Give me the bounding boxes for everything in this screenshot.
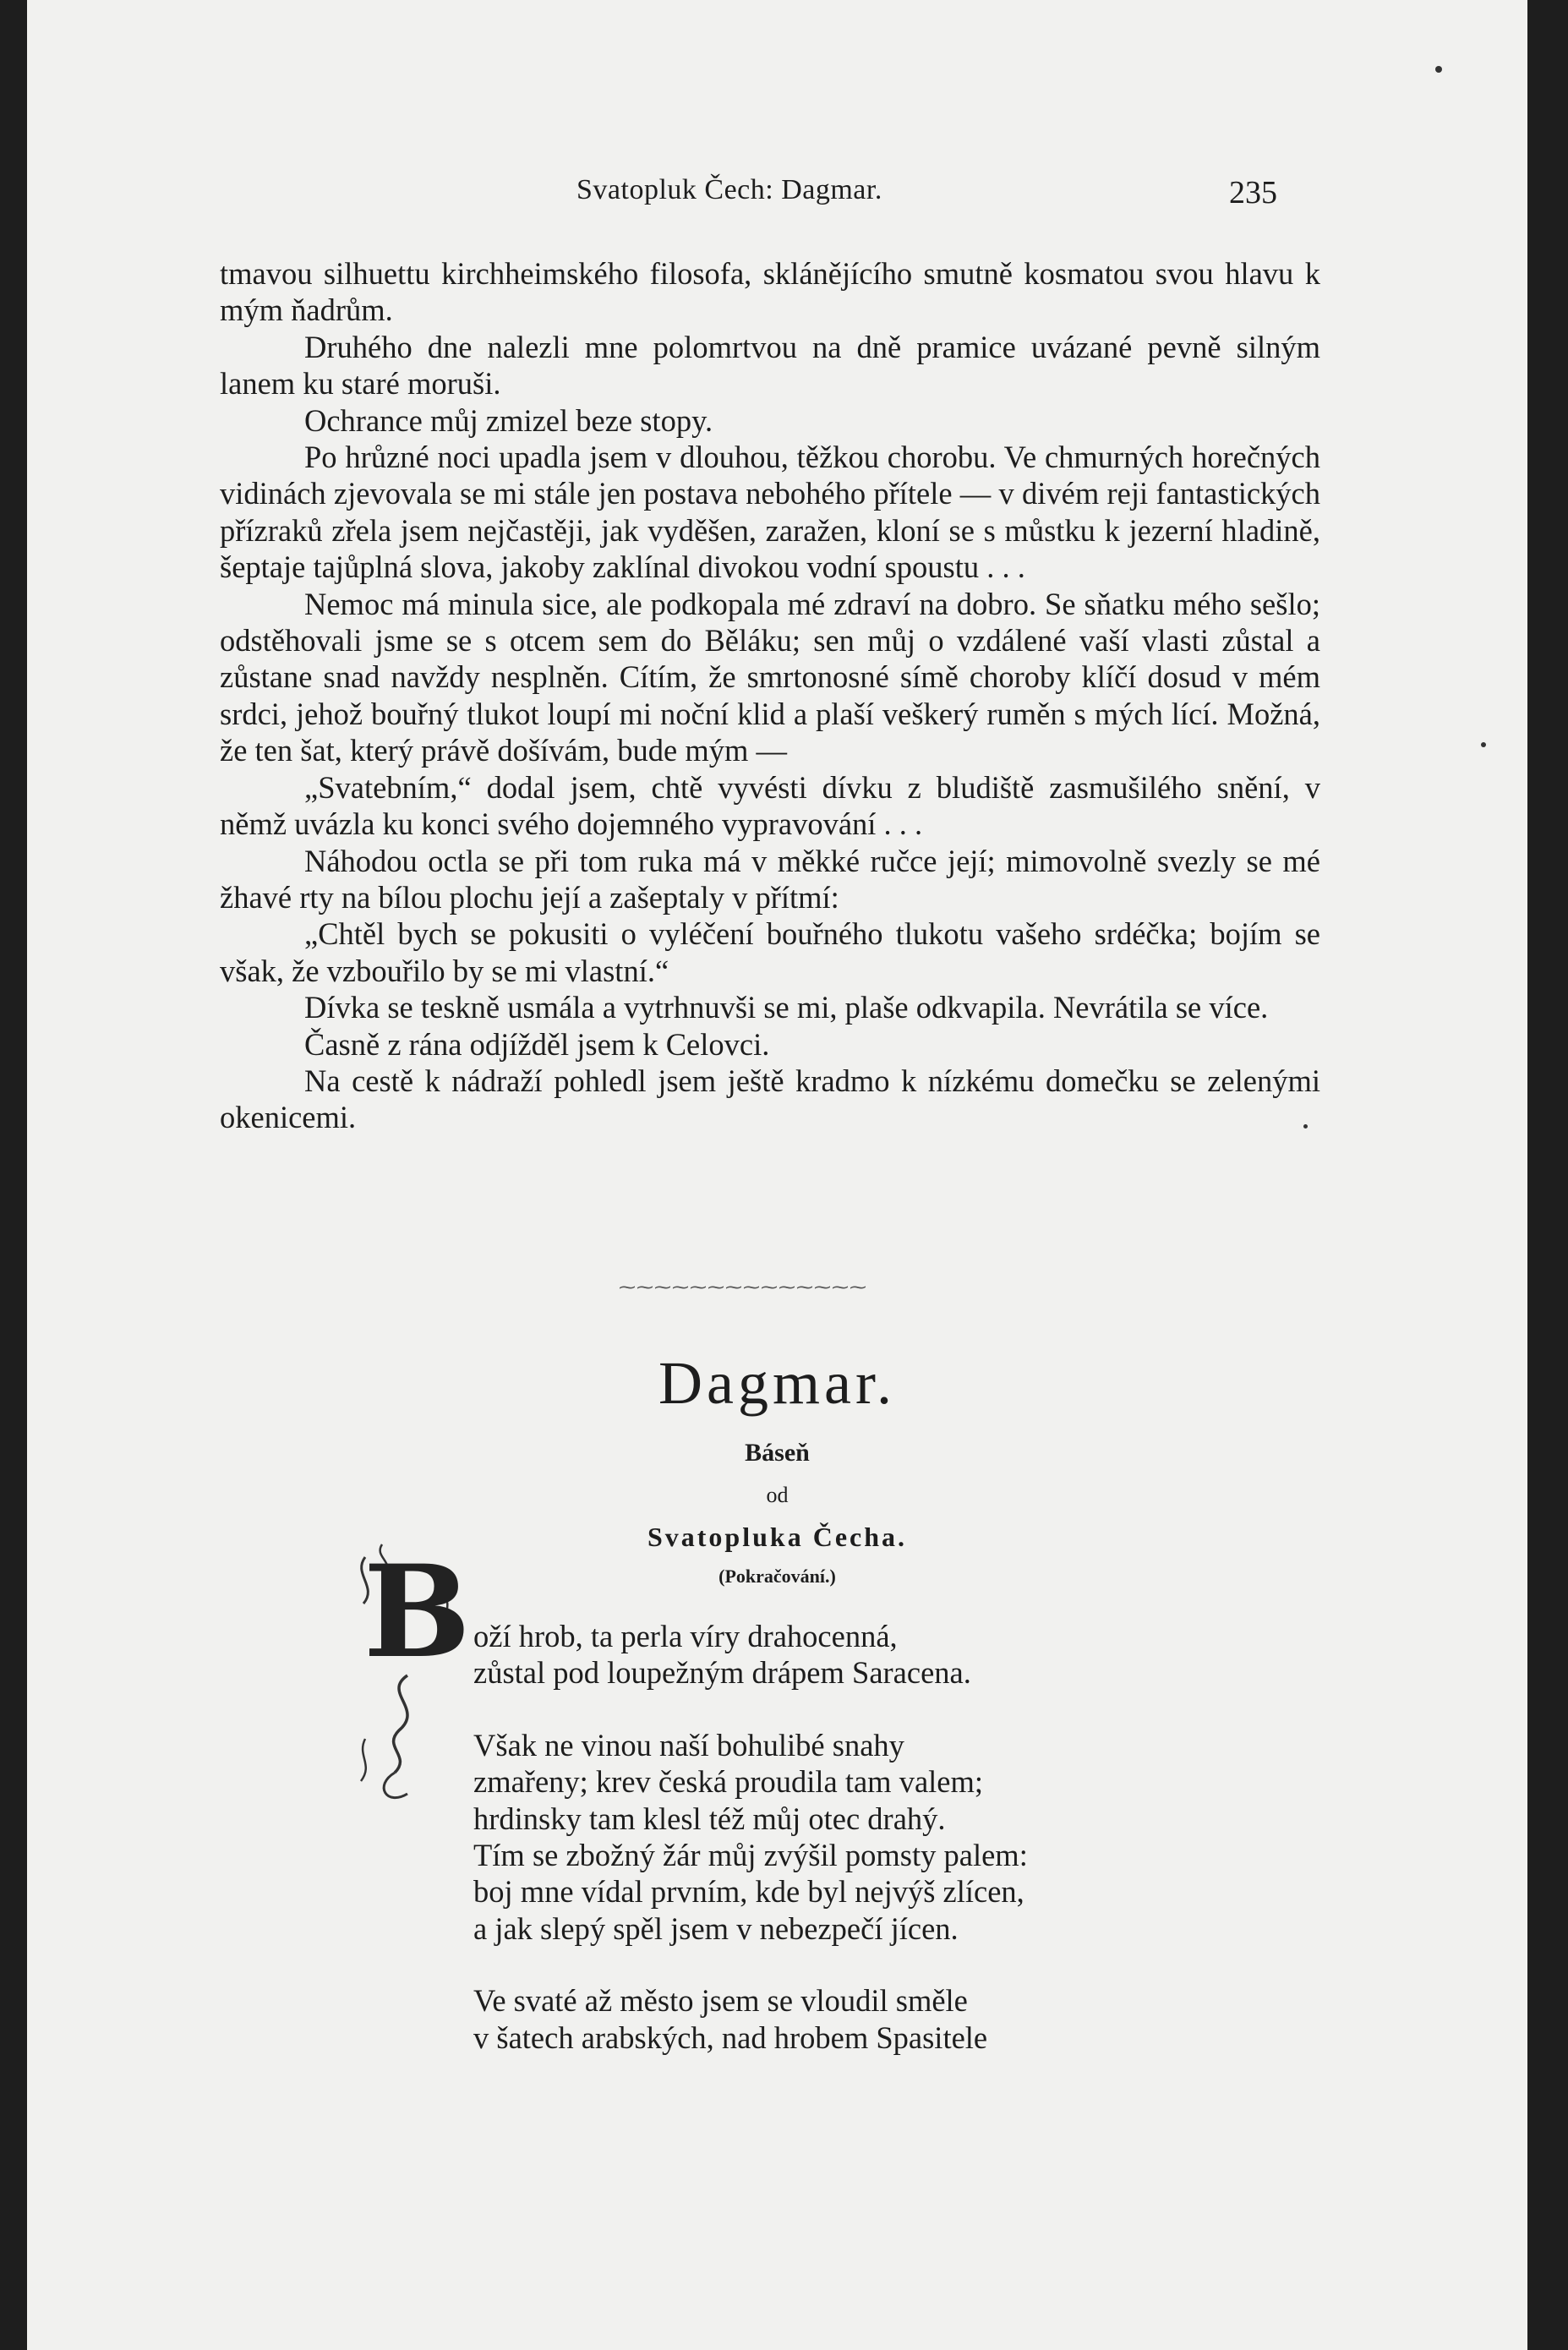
- print-speck: [1435, 66, 1442, 73]
- poem-line: oží hrob, ta perla víry drahocenná,: [473, 1619, 898, 1653]
- prose-paragraph: Ochrance můj zmizel beze stopy.: [304, 402, 713, 438]
- initial-letter: B: [363, 1538, 471, 1686]
- poem-line: boj mne vídal prvním, kde byl nejvýš zlícen,: [473, 1874, 1024, 1910]
- prose-text: [220, 255, 1320, 1136]
- poem-continuation-note: (Pokračování.): [718, 1566, 836, 1587]
- poem-author: Svatopluka Čecha.: [647, 1522, 908, 1552]
- prose-paragraph: „Svatebním,“ dodal jsem, chtě vyvésti dívku z bludiště zasmušilého snění, v němž uvázla ku konci svého dojemného vypravování . . .: [220, 769, 1320, 842]
- poem-genre: Báseň: [745, 1439, 810, 1467]
- page-header: [27, 174, 1527, 216]
- poem-line: v šatech arabských, nad hrobem Spasitele: [473, 2019, 988, 2055]
- prose-paragraph: Náhodou octla se při tom ruka má v měkké ručce její; mimovolně svezly se mé žhavé rty na bílou plochu její a zašeptaly v přítmí:: [220, 843, 1320, 915]
- poem-text: [473, 1618, 1319, 2056]
- stanza-break: [473, 1947, 1319, 1982]
- stanza-break: [473, 1691, 1319, 1727]
- poem-by: od: [766, 1483, 789, 1507]
- book-page: [27, 0, 1527, 2350]
- poem-line: hrdinsky tam klesl též můj otec drahý.: [473, 1801, 946, 1836]
- decorative-initial: [348, 1538, 471, 1811]
- prose-paragraph: Nemoc má minula sice, ale podkopala mé zdraví na dobro. Se sňatku mého sešlo; odstěhovali jsme se s otcem sem do Běláku; sen můj o vzdálené vaší vlasti zůstal a zůstane snad navždy nesplněn. Cítím, že smrtonosné símě choroby klíčí dosud v mém srdci, jehož bouřný tlukot loupí mi noční klid a plaší veškerý ruměn s mých lící. Možná, že ten šat, který právě došívám, bude mým —: [220, 586, 1320, 768]
- poem-line: Tím se zbožný žár můj zvýšil pomsty palem:: [473, 1838, 1028, 1873]
- print-speck: [1303, 1124, 1308, 1129]
- print-speck: [1481, 742, 1486, 747]
- poem-line: zůstal pod loupežným drápem Saracena.: [473, 1655, 971, 1691]
- poem-line: Však ne vinou naší bohulibé snahy: [473, 1727, 904, 1762]
- poem-title: Dagmar.: [658, 1349, 896, 1417]
- prose-paragraph: „Chtěl bych se pokusiti o vyléčení bouřného tlukotu vašeho srdéčka; bojím se však, že vzbouřilo by se mi vlastní.“: [220, 916, 1320, 988]
- poem-line: a jak slepý spěl jsem v nebezpečí jícen.: [473, 1910, 959, 1946]
- prose-paragraph: Na cestě k nádraží pohledl jsem ještě kradmo k nízkému domečku se zelenými okenicemi.: [220, 1063, 1320, 1135]
- prose-paragraph: Časně z rána odjížděl jsem k Celovci.: [304, 1026, 770, 1062]
- prose-paragraph: Po hrůzné noci upadla jsem v dlouhou, těžkou chorobu. Ve chmurných horečných vidinách zjevovala se mi stále jen postava nebohého přítele — v divém reji fantastických přízraků zřela jsem nejčastěji, jak vyděšen, zaražen, kloní se s můstku k jezerní hladině, šeptaje tajůplná slova, jakoby zaklínal divokou vodní spoustu . . .: [220, 440, 1320, 585]
- prose-paragraph: Druhého dne nalezli mne polomrtvou na dně pramice uvázané pevně silným lanem ku staré moruši.: [220, 329, 1320, 402]
- running-head: Svatopluk Čech: Dagmar.: [576, 174, 882, 205]
- page-number: 235: [1229, 175, 1277, 210]
- prose-paragraph: Dívka se teskně usmála a vytrhnuvši se mi, plaše odkvapila. Nevrátila se více.: [304, 990, 1269, 1025]
- poem-line: zmařeny; krev česká proudila tam valem;: [473, 1764, 984, 1800]
- poem-line: Ve svaté až město jsem se vloudil směle: [473, 1983, 968, 2019]
- section-divider-ornament: ⁓⁓⁓⁓⁓⁓⁓⁓⁓⁓⁓⁓⁓⁓: [619, 1276, 867, 1297]
- prose-paragraph: tmavou silhuettu kirchheimského filosofa, sklánějícího smutně kosmatou svou hlavu k mým ňadrům.: [220, 256, 1320, 328]
